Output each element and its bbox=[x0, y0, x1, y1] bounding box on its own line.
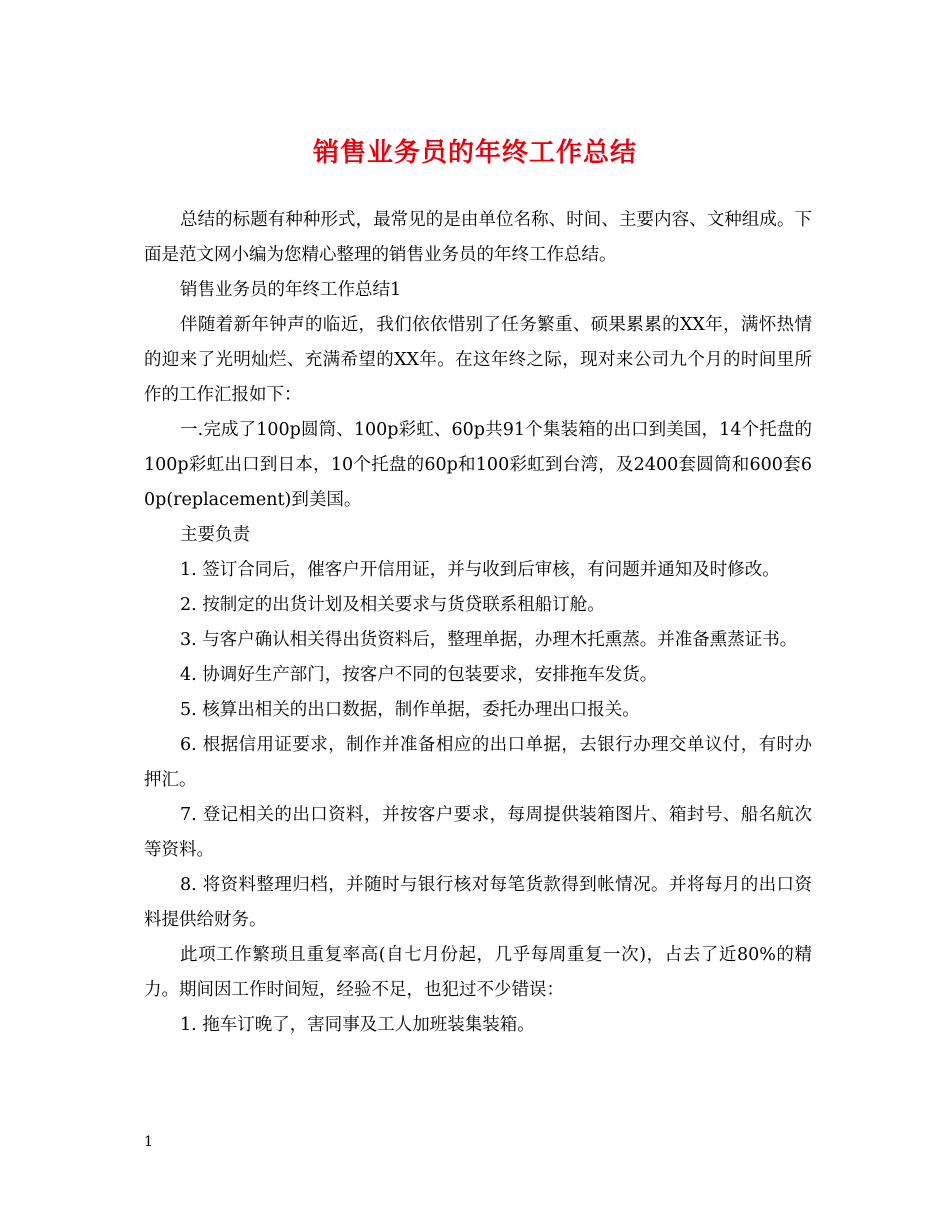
paragraph-responsibilities-heading: 主要负责 bbox=[180, 525, 250, 545]
paragraph-intro: 总结的标题有种种形式，最常见的是由单位名称、时间、主要内容、文种组成。下面是范文网小编为您精心整理的销售业务员的年终工作总结。 bbox=[144, 210, 812, 265]
document-title: 销售业务员的年终工作总结 bbox=[312, 138, 637, 168]
mistake-item-1: 1. 拖车订晚了，害同事及工人加班装集装箱。 bbox=[180, 1015, 535, 1035]
paragraph-section-heading: 销售业务员的年终工作总结1 bbox=[180, 280, 402, 300]
document-body bbox=[144, 203, 812, 1043]
list-item-4: 4. 协调好生产部门，按客户不同的包装要求，安排拖车发货。 bbox=[180, 665, 658, 685]
paragraph-workload: 此项工作繁琐且重复率高(自七月份起，几乎每周重复一次)，占去了近80%的精力。期间因工作时间短，经验不足，也犯过不少错误： bbox=[144, 945, 812, 1000]
list-item-5: 5. 核算出相关的出口数据，制作单据，委托办理出口报关。 bbox=[180, 700, 640, 720]
page-number: 1 bbox=[144, 1134, 153, 1150]
list-item-8: 8. 将资料整理归档，并随时与银行核对每笔货款得到帐情况。并将每月的出口资料提供给财务。 bbox=[144, 875, 812, 930]
list-item-1: 1. 签订合同后，催客户开信用证，并与收到后审核，有问题并通知及时修改。 bbox=[180, 560, 780, 580]
list-item-3: 3. 与客户确认相关得出货资料后，整理单据，办理木托熏蒸。并准备熏蒸证书。 bbox=[180, 630, 798, 650]
list-item-7: 7. 登记相关的出口资料，并按客户要求，每周提供装箱图片、箱封号、船名航次等资料。 bbox=[144, 805, 812, 860]
list-item-2: 2. 按制定的出货计划及相关要求与货贷联系租船订舱。 bbox=[180, 595, 605, 615]
paragraph-opening: 伴随着新年钟声的临近，我们依依惜别了任务繁重、硕果累累的XX年，满怀热情的迎来了光明灿烂、充满希望的XX年。在这年终之际，现对来公司九个月的时间里所作的工作汇报如下： bbox=[144, 315, 812, 405]
paragraph-achievements: 一.完成了100p圆筒、100p彩虹、60p共91个集装箱的出口到美国，14个托盘的100p彩虹出口到日本，10个托盘的60p和100彩虹到台湾，及2400套圆筒和600套60p(replacement)到美国。 bbox=[144, 420, 812, 510]
list-item-6: 6. 根据信用证要求，制作并准备相应的出口单据，去银行办理交单议付，有时办押汇。 bbox=[144, 735, 812, 790]
